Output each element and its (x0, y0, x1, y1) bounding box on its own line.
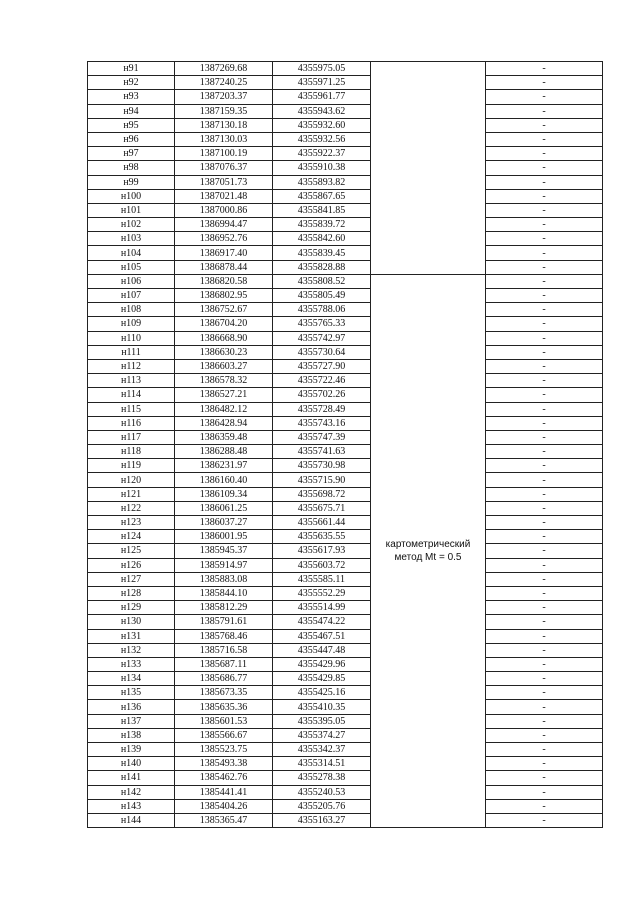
point-name-cell: н140 (88, 757, 175, 771)
table-row (88, 416, 603, 430)
y-coordinate-cell: 4355205.76 (273, 799, 371, 813)
point-name-cell: н125 (88, 544, 175, 558)
y-coordinate-cell: 4355314.51 (273, 757, 371, 771)
empty-value-dash: - (486, 544, 603, 558)
x-coordinate-cell: 1387130.03 (175, 132, 273, 146)
empty-value-dash: - (486, 657, 603, 671)
empty-value-dash: - (486, 714, 603, 728)
point-name-cell: н114 (88, 388, 175, 402)
y-coordinate-cell: 4355839.45 (273, 246, 371, 260)
x-coordinate-cell: 1385523.75 (175, 743, 273, 757)
empty-value-dash: - (486, 530, 603, 544)
y-coordinate-cell: 4355943.62 (273, 104, 371, 118)
table-row (88, 388, 603, 402)
empty-value-dash: - (486, 459, 603, 473)
table-row (88, 289, 603, 303)
empty-value-dash: - (486, 359, 603, 373)
x-coordinate-cell: 1385812.29 (175, 601, 273, 615)
point-name-cell: н130 (88, 615, 175, 629)
table-row (88, 161, 603, 175)
point-name-cell: н126 (88, 558, 175, 572)
empty-value-dash: - (486, 487, 603, 501)
empty-value-dash: - (486, 303, 603, 317)
y-coordinate-cell: 4355698.72 (273, 487, 371, 501)
y-coordinate-cell: 4355932.56 (273, 132, 371, 146)
y-coordinate-cell: 4355728.49 (273, 402, 371, 416)
empty-value-dash: - (486, 572, 603, 586)
table-row (88, 76, 603, 90)
y-coordinate-cell: 4355730.64 (273, 345, 371, 359)
table-row (88, 771, 603, 785)
table-row (88, 203, 603, 217)
x-coordinate-cell: 1387100.19 (175, 147, 273, 161)
point-name-cell: н105 (88, 260, 175, 274)
x-coordinate-cell: 1386160.40 (175, 473, 273, 487)
x-coordinate-cell: 1387203.37 (175, 90, 273, 104)
method-label-line2: метод Mt = 0.5 (394, 551, 462, 563)
y-coordinate-cell: 4355429.85 (273, 672, 371, 686)
x-coordinate-cell: 1386668.90 (175, 331, 273, 345)
point-name-cell: н93 (88, 90, 175, 104)
empty-value-dash: - (486, 317, 603, 331)
point-name-cell: н101 (88, 203, 175, 217)
point-name-cell: н117 (88, 430, 175, 444)
empty-value-dash: - (486, 416, 603, 430)
table-row (88, 402, 603, 416)
x-coordinate-cell: 1386630.23 (175, 345, 273, 359)
x-coordinate-cell: 1386482.12 (175, 402, 273, 416)
table-row (88, 189, 603, 203)
method-cell-empty (371, 62, 486, 275)
y-coordinate-cell: 4355910.38 (273, 161, 371, 175)
x-coordinate-cell: 1385791.61 (175, 615, 273, 629)
empty-value-dash: - (486, 90, 603, 104)
y-coordinate-cell: 4355747.39 (273, 430, 371, 444)
y-coordinate-cell: 4355163.27 (273, 813, 371, 827)
point-name-cell: н100 (88, 189, 175, 203)
point-name-cell: н124 (88, 530, 175, 544)
table-row (88, 558, 603, 572)
point-name-cell: н111 (88, 345, 175, 359)
y-coordinate-cell: 4355585.11 (273, 572, 371, 586)
x-coordinate-cell: 1385404.26 (175, 799, 273, 813)
x-coordinate-cell: 1387051.73 (175, 175, 273, 189)
table-row (88, 274, 603, 288)
y-coordinate-cell: 4355867.65 (273, 189, 371, 203)
x-coordinate-cell: 1387021.48 (175, 189, 273, 203)
y-coordinate-cell: 4355552.29 (273, 586, 371, 600)
table-row (88, 246, 603, 260)
table-row (88, 686, 603, 700)
table-row (88, 501, 603, 515)
x-coordinate-cell: 1385673.35 (175, 686, 273, 700)
table-row (88, 473, 603, 487)
table-row (88, 714, 603, 728)
table-row (88, 586, 603, 600)
table-row (88, 530, 603, 544)
y-coordinate-cell: 4355429.96 (273, 657, 371, 671)
y-coordinate-cell: 4355741.63 (273, 445, 371, 459)
point-name-cell: н97 (88, 147, 175, 161)
x-coordinate-cell: 1386288.48 (175, 445, 273, 459)
y-coordinate-cell: 4355425.16 (273, 686, 371, 700)
x-coordinate-cell: 1385365.47 (175, 813, 273, 827)
empty-value-dash: - (486, 374, 603, 388)
empty-value-dash: - (486, 189, 603, 203)
y-coordinate-cell: 4355841.85 (273, 203, 371, 217)
x-coordinate-cell: 1386428.94 (175, 416, 273, 430)
table-row (88, 757, 603, 771)
table-row (88, 601, 603, 615)
table-row (88, 374, 603, 388)
table-row (88, 728, 603, 742)
y-coordinate-cell: 4355932.60 (273, 118, 371, 132)
point-name-cell: н108 (88, 303, 175, 317)
empty-value-dash: - (486, 175, 603, 189)
point-name-cell: н135 (88, 686, 175, 700)
point-name-cell: н142 (88, 785, 175, 799)
x-coordinate-cell: 1386109.34 (175, 487, 273, 501)
table-row (88, 459, 603, 473)
x-coordinate-cell: 1385716.58 (175, 643, 273, 657)
empty-value-dash: - (486, 274, 603, 288)
table-row (88, 544, 603, 558)
point-name-cell: н137 (88, 714, 175, 728)
point-name-cell: н134 (88, 672, 175, 686)
x-coordinate-cell: 1386231.97 (175, 459, 273, 473)
point-name-cell: н91 (88, 62, 175, 76)
empty-value-dash: - (486, 629, 603, 643)
y-coordinate-cell: 4355842.60 (273, 232, 371, 246)
point-name-cell: н129 (88, 601, 175, 615)
y-coordinate-cell: 4355742.97 (273, 331, 371, 345)
empty-value-dash: - (486, 813, 603, 827)
x-coordinate-cell: 1385441.41 (175, 785, 273, 799)
y-coordinate-cell: 4355715.90 (273, 473, 371, 487)
point-name-cell: н128 (88, 586, 175, 600)
y-coordinate-cell: 4355839.72 (273, 218, 371, 232)
y-coordinate-cell: 4355722.46 (273, 374, 371, 388)
table-row (88, 147, 603, 161)
x-coordinate-cell: 1386952.76 (175, 232, 273, 246)
y-coordinate-cell: 4355893.82 (273, 175, 371, 189)
x-coordinate-cell: 1387130.18 (175, 118, 273, 132)
method-cell (371, 274, 486, 827)
point-name-cell: н113 (88, 374, 175, 388)
empty-value-dash: - (486, 700, 603, 714)
table-row (88, 572, 603, 586)
table-row (88, 516, 603, 530)
table-row (88, 118, 603, 132)
table-row (88, 813, 603, 827)
y-coordinate-cell: 4355765.33 (273, 317, 371, 331)
x-coordinate-cell: 1387000.86 (175, 203, 273, 217)
table-row (88, 90, 603, 104)
point-name-cell: н120 (88, 473, 175, 487)
empty-value-dash: - (486, 402, 603, 416)
y-coordinate-cell: 4355467.51 (273, 629, 371, 643)
point-name-cell: н127 (88, 572, 175, 586)
empty-value-dash: - (486, 799, 603, 813)
coordinates-table (87, 61, 603, 828)
empty-value-dash: - (486, 473, 603, 487)
point-name-cell: н107 (88, 289, 175, 303)
x-coordinate-cell: 1385686.77 (175, 672, 273, 686)
point-name-cell: н123 (88, 516, 175, 530)
x-coordinate-cell: 1387240.25 (175, 76, 273, 90)
empty-value-dash: - (486, 686, 603, 700)
x-coordinate-cell: 1385914.97 (175, 558, 273, 572)
x-coordinate-cell: 1385601.53 (175, 714, 273, 728)
table-row (88, 799, 603, 813)
empty-value-dash: - (486, 345, 603, 359)
empty-value-dash: - (486, 672, 603, 686)
y-coordinate-cell: 4355808.52 (273, 274, 371, 288)
y-coordinate-cell: 4355514.99 (273, 601, 371, 615)
x-coordinate-cell: 1386359.48 (175, 430, 273, 444)
point-name-cell: н103 (88, 232, 175, 246)
x-coordinate-cell: 1386061.25 (175, 501, 273, 515)
empty-value-dash: - (486, 643, 603, 657)
x-coordinate-cell: 1385566.67 (175, 728, 273, 742)
table-row (88, 104, 603, 118)
y-coordinate-cell: 4355661.44 (273, 516, 371, 530)
y-coordinate-cell: 4355828.88 (273, 260, 371, 274)
point-name-cell: н132 (88, 643, 175, 657)
x-coordinate-cell: 1385687.11 (175, 657, 273, 671)
y-coordinate-cell: 4355410.35 (273, 700, 371, 714)
empty-value-dash: - (486, 430, 603, 444)
coordinates-table-body (88, 62, 603, 828)
x-coordinate-cell: 1386704.20 (175, 317, 273, 331)
table-row (88, 345, 603, 359)
table-row (88, 629, 603, 643)
table-row (88, 218, 603, 232)
point-name-cell: н133 (88, 657, 175, 671)
x-coordinate-cell: 1385635.36 (175, 700, 273, 714)
table-row (88, 317, 603, 331)
point-name-cell: н122 (88, 501, 175, 515)
y-coordinate-cell: 4355395.05 (273, 714, 371, 728)
empty-value-dash: - (486, 246, 603, 260)
table-row (88, 359, 603, 373)
empty-value-dash: - (486, 771, 603, 785)
point-name-cell: н144 (88, 813, 175, 827)
x-coordinate-cell: 1386917.40 (175, 246, 273, 260)
x-coordinate-cell: 1386752.67 (175, 303, 273, 317)
method-label-line1: картометрический (385, 538, 471, 550)
x-coordinate-cell: 1386037.27 (175, 516, 273, 530)
empty-value-dash: - (486, 743, 603, 757)
point-name-cell: н118 (88, 445, 175, 459)
y-coordinate-cell: 4355342.37 (273, 743, 371, 757)
table-row (88, 232, 603, 246)
x-coordinate-cell: 1387269.68 (175, 62, 273, 76)
empty-value-dash: - (486, 289, 603, 303)
point-name-cell: н141 (88, 771, 175, 785)
table-row (88, 672, 603, 686)
table-row (88, 303, 603, 317)
empty-value-dash: - (486, 232, 603, 246)
y-coordinate-cell: 4355474.22 (273, 615, 371, 629)
y-coordinate-cell: 4355975.05 (273, 62, 371, 76)
x-coordinate-cell: 1387076.37 (175, 161, 273, 175)
empty-value-dash: - (486, 147, 603, 161)
table-row (88, 643, 603, 657)
x-coordinate-cell: 1385462.76 (175, 771, 273, 785)
empty-value-dash: - (486, 76, 603, 90)
empty-value-dash: - (486, 558, 603, 572)
table-row (88, 657, 603, 671)
point-name-cell: н115 (88, 402, 175, 416)
table-row (88, 175, 603, 189)
empty-value-dash: - (486, 586, 603, 600)
point-name-cell: н104 (88, 246, 175, 260)
point-name-cell: н99 (88, 175, 175, 189)
empty-value-dash: - (486, 331, 603, 345)
empty-value-dash: - (486, 62, 603, 76)
table-row (88, 132, 603, 146)
y-coordinate-cell: 4355603.72 (273, 558, 371, 572)
x-coordinate-cell: 1386994.47 (175, 218, 273, 232)
table-row (88, 615, 603, 629)
point-name-cell: н94 (88, 104, 175, 118)
empty-value-dash: - (486, 260, 603, 274)
table-row (88, 743, 603, 757)
point-name-cell: н131 (88, 629, 175, 643)
point-name-cell: н110 (88, 331, 175, 345)
empty-value-dash: - (486, 218, 603, 232)
y-coordinate-cell: 4355702.26 (273, 388, 371, 402)
y-coordinate-cell: 4355743.16 (273, 416, 371, 430)
x-coordinate-cell: 1386820.58 (175, 274, 273, 288)
x-coordinate-cell: 1386527.21 (175, 388, 273, 402)
empty-value-dash: - (486, 728, 603, 742)
point-name-cell: н106 (88, 274, 175, 288)
y-coordinate-cell: 4355675.71 (273, 501, 371, 515)
empty-value-dash: - (486, 785, 603, 799)
point-name-cell: н112 (88, 359, 175, 373)
x-coordinate-cell: 1386578.32 (175, 374, 273, 388)
empty-value-dash: - (486, 615, 603, 629)
y-coordinate-cell: 4355727.90 (273, 359, 371, 373)
point-name-cell: н139 (88, 743, 175, 757)
point-name-cell: н121 (88, 487, 175, 501)
y-coordinate-cell: 4355240.53 (273, 785, 371, 799)
x-coordinate-cell: 1386802.95 (175, 289, 273, 303)
point-name-cell: н109 (88, 317, 175, 331)
table-row (88, 430, 603, 444)
point-name-cell: н96 (88, 132, 175, 146)
empty-value-dash: - (486, 132, 603, 146)
x-coordinate-cell: 1385768.46 (175, 629, 273, 643)
table-row (88, 331, 603, 345)
y-coordinate-cell: 4355617.93 (273, 544, 371, 558)
point-name-cell: н95 (88, 118, 175, 132)
x-coordinate-cell: 1385945.37 (175, 544, 273, 558)
empty-value-dash: - (486, 445, 603, 459)
empty-value-dash: - (486, 516, 603, 530)
y-coordinate-cell: 4355922.37 (273, 147, 371, 161)
point-name-cell: н143 (88, 799, 175, 813)
x-coordinate-cell: 1385844.10 (175, 586, 273, 600)
empty-value-dash: - (486, 118, 603, 132)
point-name-cell: н119 (88, 459, 175, 473)
x-coordinate-cell: 1385493.38 (175, 757, 273, 771)
y-coordinate-cell: 4355447.48 (273, 643, 371, 657)
point-name-cell: н92 (88, 76, 175, 90)
empty-value-dash: - (486, 104, 603, 118)
point-name-cell: н116 (88, 416, 175, 430)
y-coordinate-cell: 4355635.55 (273, 530, 371, 544)
point-name-cell: н136 (88, 700, 175, 714)
table-row (88, 700, 603, 714)
y-coordinate-cell: 4355730.98 (273, 459, 371, 473)
point-name-cell: н102 (88, 218, 175, 232)
x-coordinate-cell: 1386603.27 (175, 359, 273, 373)
x-coordinate-cell: 1386001.95 (175, 530, 273, 544)
y-coordinate-cell: 4355278.38 (273, 771, 371, 785)
y-coordinate-cell: 4355805.49 (273, 289, 371, 303)
x-coordinate-cell: 1386878.44 (175, 260, 273, 274)
empty-value-dash: - (486, 501, 603, 515)
table-row (88, 785, 603, 799)
empty-value-dash: - (486, 757, 603, 771)
table-row (88, 445, 603, 459)
x-coordinate-cell: 1385883.08 (175, 572, 273, 586)
table-row (88, 487, 603, 501)
y-coordinate-cell: 4355374.27 (273, 728, 371, 742)
table-row (88, 260, 603, 274)
y-coordinate-cell: 4355788.06 (273, 303, 371, 317)
empty-value-dash: - (486, 388, 603, 402)
empty-value-dash: - (486, 161, 603, 175)
point-name-cell: н98 (88, 161, 175, 175)
point-name-cell: н138 (88, 728, 175, 742)
y-coordinate-cell: 4355971.25 (273, 76, 371, 90)
empty-value-dash: - (486, 601, 603, 615)
empty-value-dash: - (486, 203, 603, 217)
table-row (88, 62, 603, 76)
x-coordinate-cell: 1387159.35 (175, 104, 273, 118)
y-coordinate-cell: 4355961.77 (273, 90, 371, 104)
